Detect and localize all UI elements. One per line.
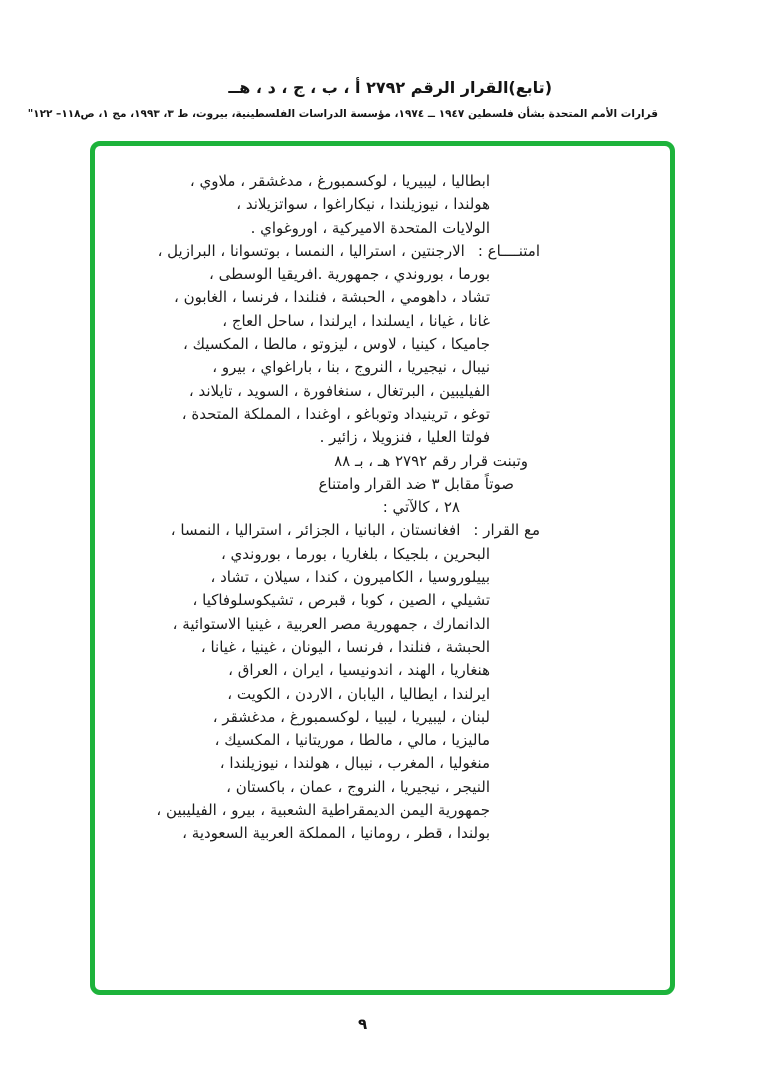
text-line: غانا ، غيانا ، ايسلندا ، ايرلندا ، ساحل العاج ،	[222, 311, 490, 330]
text-line: بورما ، بوروندي ، جمهورية .افريقيا الوسطى ،	[208, 265, 490, 284]
text-line: جاميكا ، كينيا ، لاوس ، ليزوتو ، مالطا ، المكسيك ،	[183, 335, 490, 354]
text-line: توغو ، ترينيداد وتوباغو ، اوغندا ، المملكة المتحدة ،	[181, 404, 490, 423]
text-line: الدانمارك ، جمهورية مصر العربية ، غينيا الاستوائية ،	[172, 614, 490, 633]
text-line: فولتا العليا ، فنزويلا ، زائير .	[319, 428, 490, 447]
citation-line: قرارات الأمم المتحدة بشأن فلسطين ١٩٤٧ ــ ١٩٧٤، مؤسسة الدراسات الفلسطينية، بيروت، ط ٣، ١٩٩٣، مج ١، ص١١٨– ١٢٢"	[27, 108, 658, 120]
text-line: هولندا ، نيوزيلندا ، نيكاراغوا ، سواتزيلاند ،	[236, 195, 490, 214]
page-title: (تابع)القرار الرقم ٢٧٩٢ أ ، ب ، ج ، د ، هــ	[228, 78, 552, 97]
text-line: نيبال ، نيجيريا ، النروج ، بنا ، باراغواي ، بيرو ،	[212, 358, 490, 377]
resolution-text-block	[115, 170, 540, 846]
text-line: بولندا ، قطر ، رومانيا ، المملكة العربية السعودية ،	[182, 824, 490, 843]
text-line: ماليزيا ، مالي ، مالطا ، موريتانيا ، المكسيك ،	[214, 731, 490, 750]
text-line: الولايات المتحدة الاميركية ، اوروغواي .	[250, 218, 490, 237]
text-line: لبنان ، ليبيريا ، ليبيا ، لوكسمبورغ ، مدغشقر ،	[212, 707, 490, 726]
text-line: بييلوروسيا ، الكاميرون ، كندا ، سيلان ، تشاد ،	[210, 568, 490, 587]
text-line: ابطاليا ، ليبيريا ، لوكسمبورغ ، مدغشقر ، ملاوي ،	[189, 172, 490, 190]
text-line: البحرين ، بلجيكا ، بلغاريا ، بورما ، بوروندي ،	[220, 544, 490, 563]
text-line: صوتاً مقابل ٣ ضد القرار وامتناع	[318, 474, 514, 493]
text-line	[115, 240, 540, 263]
with-resolution-first-line: افغانستان ، البانيا ، الجزائر ، استراليا ، النمسا ،	[170, 521, 461, 540]
text-line	[115, 519, 540, 542]
abstain-paragraph	[115, 240, 540, 450]
text-line: ايرلندا ، ايطاليا ، اليابان ، الاردن ، الكويت ،	[227, 684, 490, 703]
vote-note-paragraph	[115, 450, 540, 520]
text-line: الفيليبين ، البرتغال ، سنغافورة ، السويد ، تايلاند ،	[188, 381, 490, 400]
abstain-continued-paragraph	[115, 170, 540, 240]
text-line: ٢٨ ، كالآتي :	[382, 498, 460, 517]
text-line: تشيلي ، الصين ، كوبا ، قبرص ، تشيكوسلوفاكيا ،	[192, 591, 490, 610]
text-line: النيجر ، نيجيريا ، النروج ، عمان ، باكستان ،	[226, 777, 490, 796]
text-line: وتبنت قرار رقم ٢٧٩٢ هـ ، بـ ٨٨	[334, 451, 528, 470]
text-line: الحبشة ، فنلندا ، فرنسا ، اليونان ، غينيا ، غيانا ،	[200, 637, 490, 656]
green-highlight-box	[90, 141, 675, 995]
text-line: منغوليا ، المغرب ، نيبال ، هولندا ، نيوزيلندا ،	[219, 754, 490, 773]
abstain-first-line: الارجنتين ، استراليا ، النمسا ، بوتسوانا ، البرازيل ،	[157, 241, 465, 260]
text-line: جمهورية اليمن الديمقراطية الشعبية ، بيرو ، الفيليبين ،	[156, 801, 490, 820]
text-line: تشاد ، داهومي ، الحبشة ، فنلندا ، فرنسا ، الغابون ،	[173, 288, 490, 307]
text-line: هنغاريا ، الهند ، اندونيسيا ، ايران ، العراق ،	[228, 661, 490, 680]
with-resolution-label: مع القرار :	[473, 521, 540, 540]
page-number: ٩	[358, 1015, 368, 1033]
with-resolution-paragraph	[115, 519, 540, 845]
abstain-label: امتنــــاع :	[477, 241, 540, 260]
